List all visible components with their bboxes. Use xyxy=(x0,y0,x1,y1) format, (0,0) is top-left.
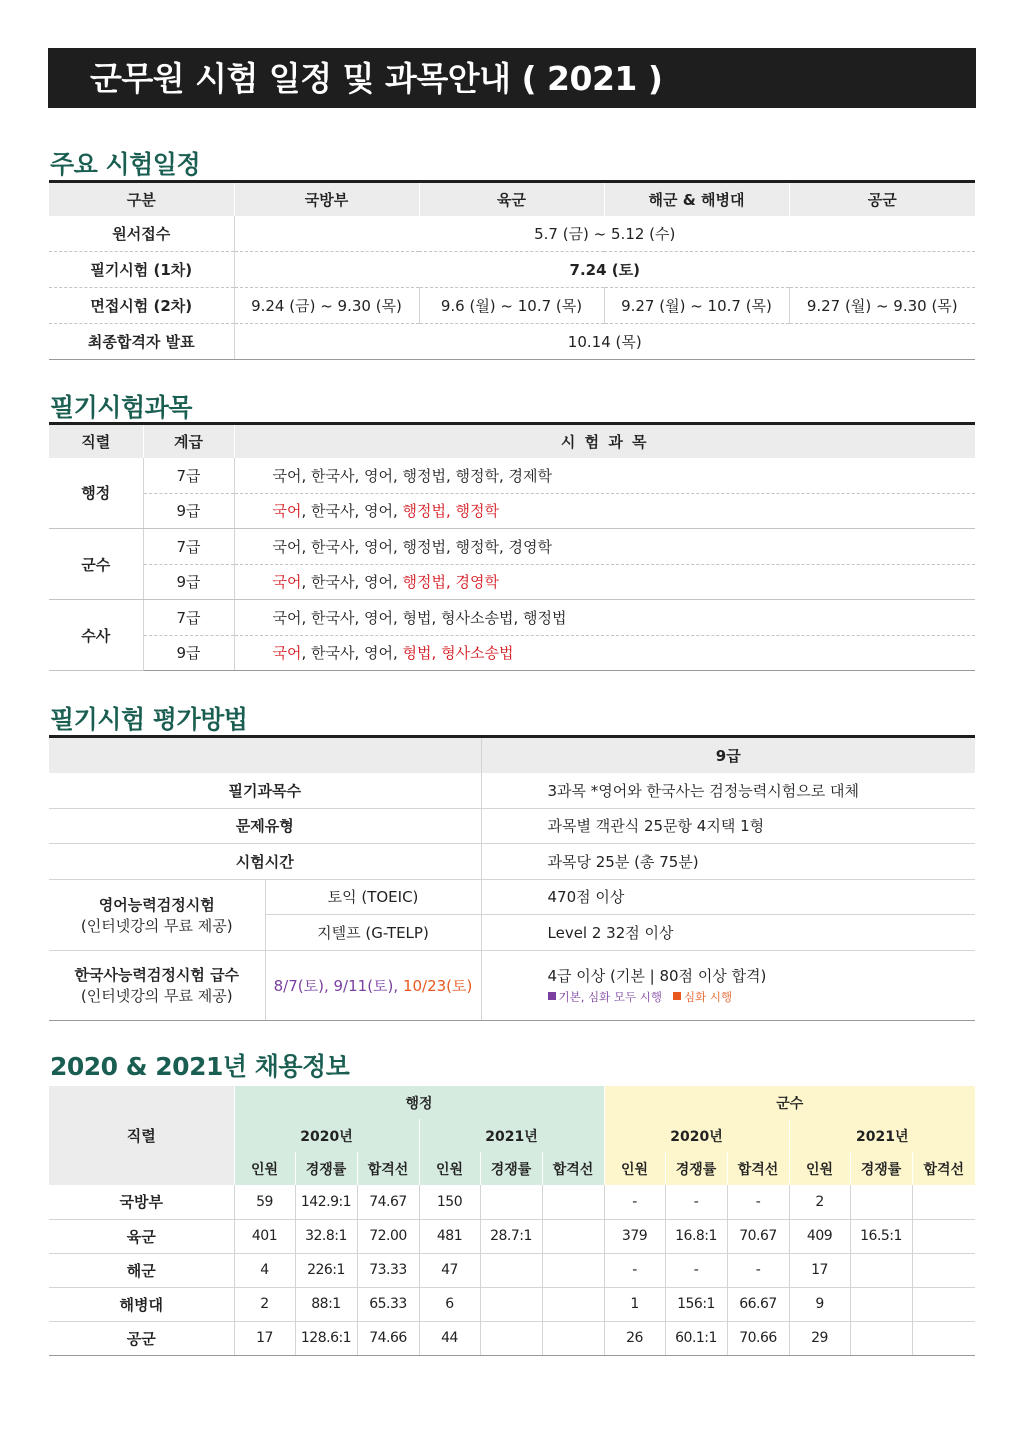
row-value: 3과목 *영어와 한국사는 검정능력시험으로 대체 xyxy=(481,773,975,809)
data-cell: 150 xyxy=(419,1185,480,1219)
subjects-cell xyxy=(234,493,975,529)
data-cell: 70.66 xyxy=(727,1321,789,1355)
header-cell-year: 2020년 xyxy=(234,1119,419,1152)
job-cell: 공군 xyxy=(49,1321,234,1355)
header-cell-col: 합격선 xyxy=(727,1152,789,1185)
job-cell: 국방부 xyxy=(49,1185,234,1219)
data-cell: 16.5:1 xyxy=(850,1219,912,1253)
data-cell: - xyxy=(665,1185,727,1219)
data-cell xyxy=(850,1253,912,1287)
data-cell: 128.6:1 xyxy=(295,1321,357,1355)
page-title: 군무원 시험 일정 및 과목안내 ( 2021 ) xyxy=(90,59,663,98)
table-row xyxy=(49,808,975,844)
grade-cell: 7급 xyxy=(143,600,234,636)
header-cell: 계급 xyxy=(143,424,234,458)
header-cell-supply: 군수 xyxy=(604,1086,975,1119)
subject-highlight: 국어 xyxy=(272,502,302,521)
data-cell xyxy=(912,1287,975,1321)
data-cell: 28.7:1 xyxy=(480,1219,542,1253)
data-cell: 70.67 xyxy=(727,1219,789,1253)
gtelp-label: 지텔프 (G-TELP) xyxy=(265,915,481,951)
data-cell: - xyxy=(604,1185,665,1219)
row-value: 5.7 (금) ~ 5.12 (수) xyxy=(234,216,975,252)
table-row xyxy=(49,950,975,1020)
data-cell: 401 xyxy=(234,1219,295,1253)
data-cell: 156:1 xyxy=(665,1287,727,1321)
history-test-note: (인터넷강의 무료 제공) xyxy=(80,987,233,1005)
table-row xyxy=(49,844,975,880)
recruit-table xyxy=(49,1086,975,1356)
job-cell: 해군 xyxy=(49,1253,234,1287)
header-cell-col: 합격선 xyxy=(912,1152,975,1185)
legend-basic: 기본, 심화 모두 시행 xyxy=(558,990,662,1004)
data-cell: 73.33 xyxy=(357,1253,419,1287)
table-row xyxy=(49,252,975,288)
data-cell: 6 xyxy=(419,1287,480,1321)
purple-square-icon xyxy=(548,992,556,1000)
data-cell: 17 xyxy=(789,1253,850,1287)
row-value: 10.14 (목) xyxy=(234,324,975,360)
data-cell xyxy=(850,1185,912,1219)
orange-square-icon xyxy=(673,992,681,1000)
data-cell xyxy=(912,1253,975,1287)
table-row xyxy=(49,564,975,600)
history-dates-advanced: 10/23(토) xyxy=(402,976,473,995)
header-cell-col: 인원 xyxy=(604,1152,665,1185)
data-cell: 2 xyxy=(789,1185,850,1219)
table-row xyxy=(49,1185,975,1219)
header-cell: 9급 xyxy=(481,737,975,773)
data-cell: 60.1:1 xyxy=(665,1321,727,1355)
history-test-label xyxy=(49,950,265,1020)
header-cell-admin: 행정 xyxy=(234,1086,604,1119)
toeic-value: 470점 이상 xyxy=(481,879,975,915)
history-test-dates xyxy=(265,950,481,1020)
subjects-cell xyxy=(234,458,975,494)
row-label: 필기과목수 xyxy=(49,773,481,809)
row-label: 필기시험 (1차) xyxy=(49,252,234,288)
row-value: 과목당 25분 (총 75분) xyxy=(481,844,975,880)
data-cell xyxy=(542,1321,604,1355)
header-cell: 직렬 xyxy=(49,424,143,458)
data-cell: 74.67 xyxy=(357,1185,419,1219)
row-label: 문제유형 xyxy=(49,808,481,844)
english-test-label xyxy=(49,879,265,950)
header-cell: 구분 xyxy=(49,182,234,216)
header-cell: 국방부 xyxy=(234,182,419,216)
header-cell-job: 직렬 xyxy=(49,1086,234,1185)
section-title-recruit: 2020 & 2021년 채용정보 xyxy=(50,1052,350,1081)
row-label: 시험시간 xyxy=(49,844,481,880)
grade-cell: 9급 xyxy=(143,635,234,671)
subjects-cell xyxy=(234,635,975,671)
data-cell: - xyxy=(727,1253,789,1287)
table-row xyxy=(49,600,975,636)
data-cell: 16.8:1 xyxy=(665,1219,727,1253)
header-cell-col: 합격선 xyxy=(542,1152,604,1185)
evaluation-table xyxy=(49,735,975,1021)
subject-text: 국어, 한국사, 영어, 행정법, 행정학, 경영학 xyxy=(272,537,553,556)
data-cell: 47 xyxy=(419,1253,480,1287)
header-cell-col: 경쟁률 xyxy=(480,1152,542,1185)
table-row xyxy=(49,1219,975,1253)
data-cell xyxy=(480,1321,542,1355)
table-row xyxy=(49,1253,975,1287)
header-cell-col: 경쟁률 xyxy=(665,1152,727,1185)
subject-text: , 한국사, 영어, xyxy=(301,502,403,521)
data-cell: 32.8:1 xyxy=(295,1219,357,1253)
data-cell: - xyxy=(727,1185,789,1219)
history-test-value xyxy=(481,950,975,1020)
row-value: 9.6 (월) ~ 10.7 (목) xyxy=(419,288,604,324)
data-cell: 481 xyxy=(419,1219,480,1253)
data-cell: 142.9:1 xyxy=(295,1185,357,1219)
subject-highlight: 행정법, 경영학 xyxy=(402,573,500,592)
table-row xyxy=(49,1287,975,1321)
english-test-title: 영어능력검정시험 xyxy=(98,895,215,914)
data-cell xyxy=(480,1185,542,1219)
job-cell: 행정 xyxy=(49,458,143,529)
subject-highlight: 국어 xyxy=(272,644,302,663)
schedule-table xyxy=(49,180,975,360)
english-test-note: (인터넷강의 무료 제공) xyxy=(80,916,233,935)
data-cell xyxy=(912,1219,975,1253)
data-cell: 1 xyxy=(604,1287,665,1321)
subject-text: , 한국사, 영어, xyxy=(301,573,403,592)
table-row xyxy=(49,1321,975,1355)
data-cell: 72.00 xyxy=(357,1219,419,1253)
data-cell: 4 xyxy=(234,1253,295,1287)
subject-text: 국어, 한국사, 영어, 행정법, 행정학, 경제학 xyxy=(272,466,553,485)
data-cell: 74.66 xyxy=(357,1321,419,1355)
row-value: 9.27 (월) ~ 9.30 (목) xyxy=(789,288,975,324)
header-cell-year: 2021년 xyxy=(789,1119,975,1152)
grade-cell: 7급 xyxy=(143,458,234,494)
header-cell-empty xyxy=(49,737,481,773)
data-cell xyxy=(912,1321,975,1355)
row-value: 9.27 (월) ~ 10.7 (목) xyxy=(604,288,789,324)
data-cell: 65.33 xyxy=(357,1287,419,1321)
row-label: 원서접수 xyxy=(49,216,234,252)
header-cell-col: 인원 xyxy=(789,1152,850,1185)
data-cell xyxy=(480,1287,542,1321)
header-cell-year: 2020년 xyxy=(604,1119,789,1152)
job-cell: 수사 xyxy=(49,600,143,671)
table-row xyxy=(49,216,975,252)
history-requirement: 4급 이상 (기본 | 80점 이상 합격) xyxy=(547,967,767,985)
subjects-cell xyxy=(234,564,975,600)
subjects-cell xyxy=(234,529,975,565)
section-title-schedule: 주요 시험일정 xyxy=(50,150,201,179)
subject-highlight: 형법, 형사소송법 xyxy=(402,644,514,663)
header-cell: 해군 & 해병대 xyxy=(604,182,789,216)
section-title-evaluation: 필기시험 평가방법 xyxy=(50,705,248,734)
legend-advanced: 심화 시행 xyxy=(683,990,733,1004)
row-value: 7.24 (토) xyxy=(234,252,975,288)
table-row xyxy=(49,288,975,324)
header-cell-col: 인원 xyxy=(419,1152,480,1185)
data-cell: 2 xyxy=(234,1287,295,1321)
subjects-table xyxy=(49,422,975,671)
header-cell: 육군 xyxy=(419,182,604,216)
header-cell-col: 인원 xyxy=(234,1152,295,1185)
header-cell: 공군 xyxy=(789,182,975,216)
job-cell: 군수 xyxy=(49,529,143,600)
subject-highlight: 행정법, 행정학 xyxy=(402,502,500,521)
history-dates-basic: 8/7(토), 9/11(토), xyxy=(273,976,403,995)
row-label: 면접시험 (2차) xyxy=(49,288,234,324)
row-label: 최종합격자 발표 xyxy=(49,324,234,360)
table-row xyxy=(49,324,975,360)
data-cell xyxy=(542,1219,604,1253)
data-cell: 26 xyxy=(604,1321,665,1355)
job-cell: 해병대 xyxy=(49,1287,234,1321)
header-cell-year: 2021년 xyxy=(419,1119,604,1152)
toeic-label: 토익 (TOEIC) xyxy=(265,879,481,915)
subjects-cell xyxy=(234,600,975,636)
table-row xyxy=(49,879,975,915)
table-row xyxy=(49,635,975,671)
header-cell-col: 합격선 xyxy=(357,1152,419,1185)
data-cell xyxy=(850,1287,912,1321)
header-cell-col: 경쟁률 xyxy=(850,1152,912,1185)
grade-cell: 7급 xyxy=(143,529,234,565)
data-cell xyxy=(480,1253,542,1287)
subject-text: , 한국사, 영어, xyxy=(301,644,403,663)
table-row xyxy=(49,773,975,809)
job-cell: 육군 xyxy=(49,1219,234,1253)
data-cell: 44 xyxy=(419,1321,480,1355)
data-cell xyxy=(912,1185,975,1219)
table-row xyxy=(49,493,975,529)
header-cell: 시 험 과 목 xyxy=(234,424,975,458)
subject-text: 국어, 한국사, 영어, 형법, 형사소송법, 행정법 xyxy=(272,608,567,627)
data-cell xyxy=(542,1253,604,1287)
data-cell: 409 xyxy=(789,1219,850,1253)
data-cell: - xyxy=(665,1253,727,1287)
title-bar xyxy=(48,48,976,108)
subject-highlight: 국어 xyxy=(272,573,302,592)
table-row xyxy=(49,529,975,565)
data-cell: 59 xyxy=(234,1185,295,1219)
header-cell-col: 경쟁률 xyxy=(295,1152,357,1185)
data-cell xyxy=(542,1287,604,1321)
data-cell: 88:1 xyxy=(295,1287,357,1321)
row-value: 9.24 (금) ~ 9.30 (목) xyxy=(234,288,419,324)
data-cell: 29 xyxy=(789,1321,850,1355)
data-cell xyxy=(850,1321,912,1355)
data-cell: 17 xyxy=(234,1321,295,1355)
recruit-table-body xyxy=(49,1185,975,1355)
data-cell xyxy=(542,1185,604,1219)
gtelp-value: Level 2 32점 이상 xyxy=(481,915,975,951)
history-test-title: 한국사능력검정시험 급수 xyxy=(74,966,240,984)
row-value: 과목별 객관식 25문항 4지택 1형 xyxy=(481,808,975,844)
grade-cell: 9급 xyxy=(143,493,234,529)
legend xyxy=(548,989,976,1005)
table-row xyxy=(49,458,975,494)
data-cell: 9 xyxy=(789,1287,850,1321)
data-cell: 66.67 xyxy=(727,1287,789,1321)
section-title-subjects: 필기시험과목 xyxy=(50,393,192,422)
data-cell: 226:1 xyxy=(295,1253,357,1287)
data-cell: 379 xyxy=(604,1219,665,1253)
data-cell: - xyxy=(604,1253,665,1287)
grade-cell: 9급 xyxy=(143,564,234,600)
